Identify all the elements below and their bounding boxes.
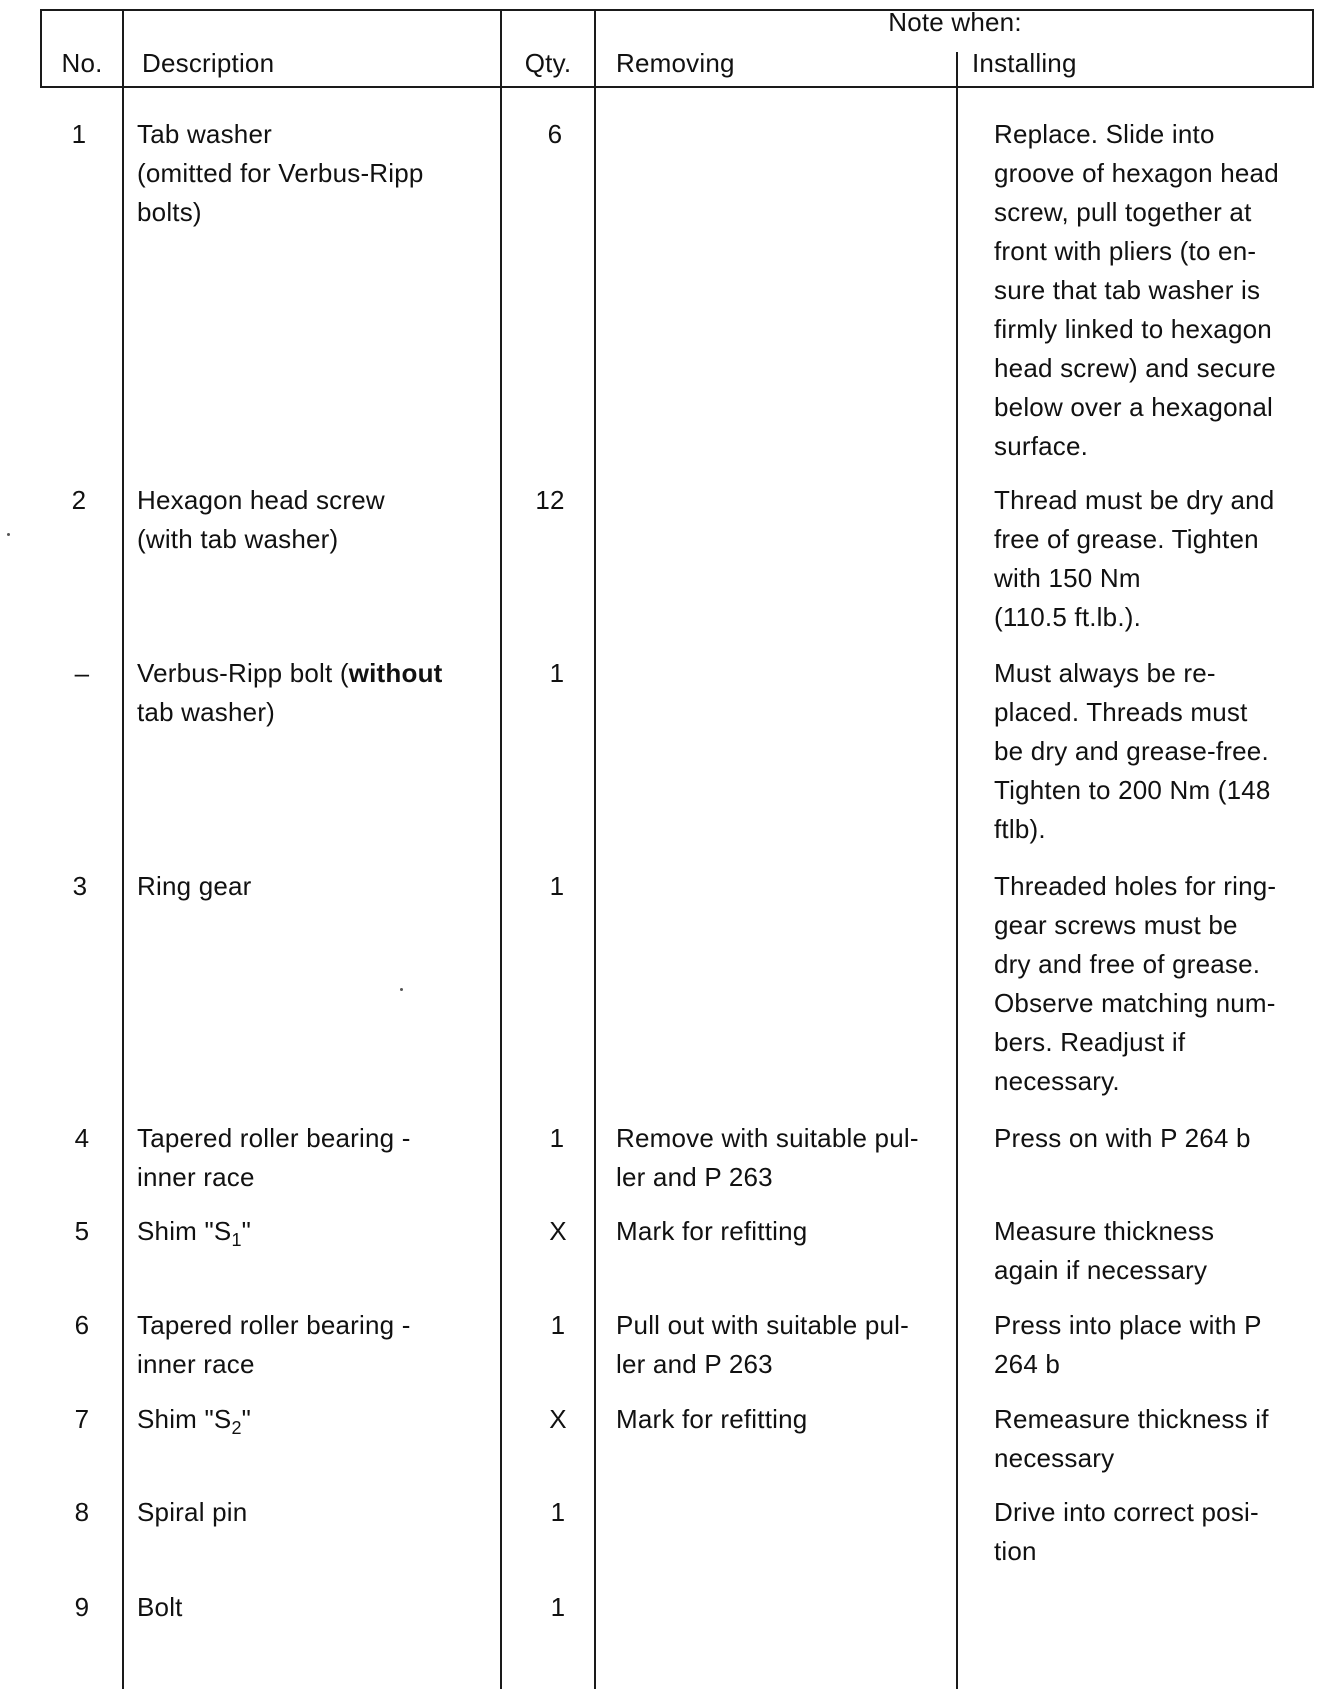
header-qty: Qty.	[524, 48, 572, 78]
row-4-installing: Press on with P 264 b	[994, 1123, 1251, 1153]
row-6-qty: 1	[550, 1310, 566, 1340]
row-4-removing: Remove with suitable pul- ler and P 263	[616, 1123, 919, 1192]
row-verbus-qty: 1	[549, 658, 565, 688]
col-divider-no	[122, 9, 124, 1689]
row-7-removing: Mark for refitting	[616, 1404, 808, 1434]
row-2-installing: Thread must be dry and free of grease. Tighten with 150 Nm (110.5 ft.lb.).	[994, 485, 1275, 632]
row-9-qty: 1	[550, 1592, 566, 1622]
row-verbus-installing: Must always be re- placed. Threads must be dry and grease-free. Tighten to 200 Nm (148 ftlb).	[994, 658, 1271, 844]
header-removing: Removing	[616, 48, 735, 78]
row-6-installing: Press into place with P 264 b	[994, 1310, 1262, 1379]
scan-speck	[400, 988, 403, 991]
row-5-description-subscript: 1	[231, 1230, 242, 1251]
row-2-description: Hexagon head screw (with tab washer)	[137, 485, 385, 554]
scan-speck	[7, 533, 10, 536]
row-5-description-pre: Shim "S	[137, 1216, 232, 1246]
header-note-when: Note when:	[888, 7, 1022, 37]
row-7-qty: X	[549, 1404, 567, 1434]
row-9-description: Bolt	[137, 1592, 183, 1622]
row-verbus-description	[137, 654, 443, 732]
row-1-description: Tab washer (omitted for Verbus-Ripp bolts)	[137, 119, 424, 227]
header-bottom-border	[40, 86, 1314, 88]
row-8-description: Spiral pin	[137, 1497, 248, 1527]
row-8-no: 8	[74, 1497, 90, 1527]
row-verbus-description-bold: without	[348, 658, 443, 688]
row-1-qty: 6	[547, 119, 563, 149]
row-verbus-description-post: tab washer)	[137, 697, 276, 727]
row-3-no: 3	[72, 871, 88, 901]
row-6-description: Tapered roller bearing - inner race	[137, 1310, 411, 1379]
row-4-description: Tapered roller bearing - inner race	[137, 1123, 411, 1192]
row-7-description-pre: Shim "S	[137, 1404, 232, 1434]
row-5-description	[137, 1212, 251, 1260]
row-3-description: Ring gear	[137, 871, 252, 901]
row-6-no: 6	[74, 1310, 90, 1340]
row-8-qty: 1	[550, 1497, 566, 1527]
row-3-installing: Threaded holes for ring- gear screws must be dry and free of grease. Observe matching num- bers. Readjust if necessary.	[994, 871, 1277, 1096]
row-verbus-no: –	[74, 658, 90, 688]
row-4-no: 4	[74, 1123, 90, 1153]
row-3-qty: 1	[549, 871, 565, 901]
col-divider-removing	[956, 52, 958, 1689]
row-5-installing: Measure thickness again if necessary	[994, 1216, 1215, 1285]
row-2-qty: 12	[535, 485, 565, 515]
row-5-description-post: "	[241, 1216, 252, 1246]
row-7-no: 7	[74, 1404, 90, 1434]
row-verbus-description-pre: Verbus-Ripp bolt (	[137, 658, 349, 688]
row-9-no: 9	[74, 1592, 90, 1622]
header-no: No.	[61, 48, 103, 78]
row-6-removing: Pull out with suitable pul- ler and P 263	[616, 1310, 909, 1379]
row-1-installing: Replace. Slide into groove of hexagon head screw, pull together at front with pliers (to en- sure that tab washer is firmly linked to hexagon head screw) and secure below over a hexagonal surface.	[994, 119, 1279, 461]
row-4-qty: 1	[549, 1123, 565, 1153]
row-7-description	[137, 1400, 251, 1448]
header-description: Description	[142, 48, 275, 78]
row-5-qty: X	[549, 1216, 567, 1246]
row-8-installing: Drive into correct posi- tion	[994, 1497, 1259, 1566]
row-5-removing: Mark for refitting	[616, 1216, 808, 1246]
row-1-no: 1	[71, 119, 87, 149]
row-7-description-post: "	[241, 1404, 252, 1434]
header-installing: Installing	[972, 48, 1077, 78]
row-7-installing: Remeasure thickness if necessary	[994, 1404, 1269, 1473]
row-2-no: 2	[71, 485, 87, 515]
row-5-no: 5	[74, 1216, 90, 1246]
row-7-description-subscript: 2	[231, 1418, 242, 1439]
